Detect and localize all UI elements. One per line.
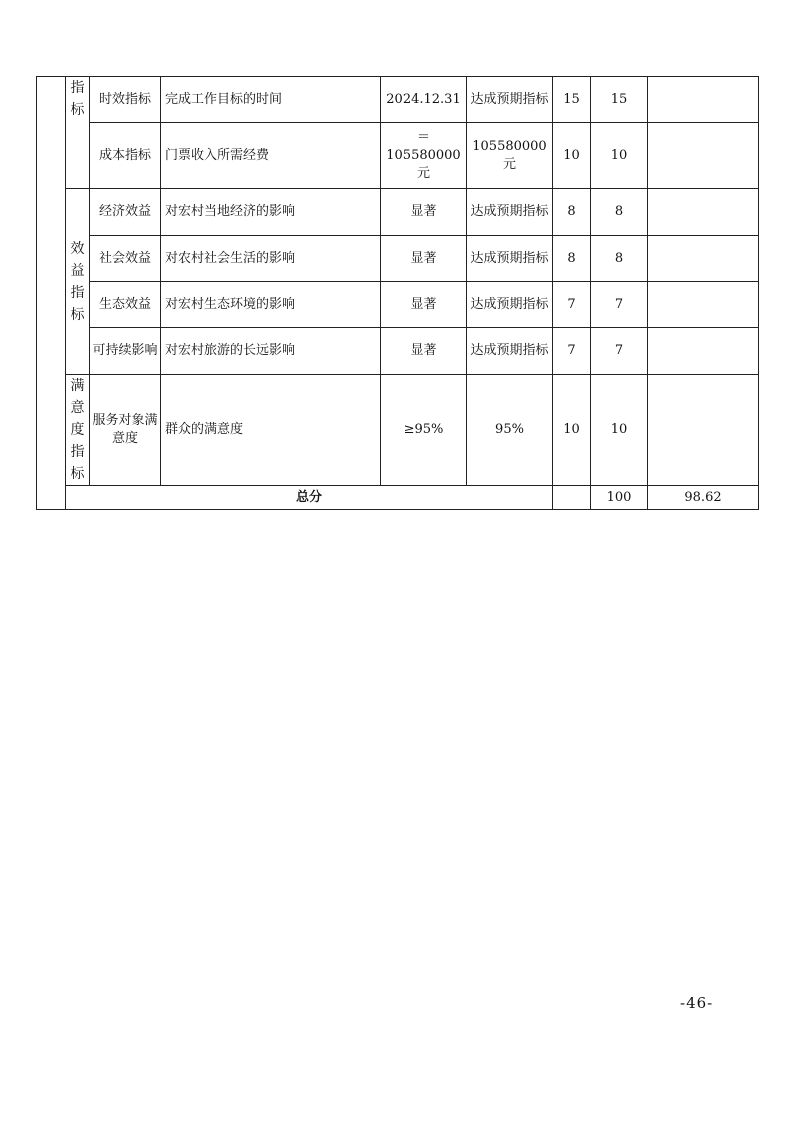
- indicator-cell: 对宏村当地经济的影响: [161, 189, 381, 236]
- level1-cell: [37, 77, 66, 510]
- total-score: 98.62: [648, 486, 759, 510]
- group-benefit-label: 效益指标: [70, 240, 85, 323]
- actual-cell: 达成预期指标: [467, 77, 553, 123]
- indicator-cell: 群众的满意度: [161, 375, 381, 486]
- target-cell: 2024.12.31: [381, 77, 467, 123]
- score-cell: 7: [591, 282, 648, 328]
- sub-indicator-cell: 时效指标: [90, 77, 161, 123]
- note-cell: [648, 375, 759, 486]
- target-cell: ＝105580000元: [381, 123, 467, 189]
- sub-indicator-cell: 可持续影响: [90, 328, 161, 375]
- target-cell: 显著: [381, 282, 467, 328]
- score-cell: 8: [591, 236, 648, 282]
- actual-cell: 95%: [467, 375, 553, 486]
- note-cell: [648, 328, 759, 375]
- actual-cell: 达成预期指标: [467, 282, 553, 328]
- target-cell: 显著: [381, 328, 467, 375]
- target-cell: ≥95%: [381, 375, 467, 486]
- indicator-cell: 对宏村旅游的长远影响: [161, 328, 381, 375]
- group-satisfaction-label: 满意度指标: [70, 378, 85, 482]
- total-weight: 100: [591, 486, 648, 510]
- indicator-cell: 对宏村生态环境的影响: [161, 282, 381, 328]
- table-row: [37, 375, 759, 486]
- sub-indicator-cell: 成本指标: [90, 123, 161, 189]
- sub-indicator-cell: 生态效益: [90, 282, 161, 328]
- score-cell: 15: [591, 77, 648, 123]
- score-cell: 10: [591, 375, 648, 486]
- weight-cell: 10: [553, 375, 591, 486]
- actual-cell: 105580000元: [467, 123, 553, 189]
- weight-cell: 8: [553, 189, 591, 236]
- score-cell: 10: [591, 123, 648, 189]
- actual-cell: 达成预期指标: [467, 328, 553, 375]
- table-row: [37, 236, 759, 282]
- weight-cell: 8: [553, 236, 591, 282]
- table-row: [37, 282, 759, 328]
- note-cell: [648, 236, 759, 282]
- score-cell: 8: [591, 189, 648, 236]
- note-cell: [648, 282, 759, 328]
- group-benefit-cell: [66, 189, 90, 375]
- target-cell: 显著: [381, 236, 467, 282]
- weight-cell: 15: [553, 77, 591, 123]
- performance-table: [36, 76, 759, 510]
- group-satisfaction-cell: [66, 375, 90, 486]
- sub-indicator-cell: 服务对象满意度: [90, 375, 161, 486]
- table-row: [37, 77, 759, 123]
- score-cell: 7: [591, 328, 648, 375]
- sub-indicator-cell: 经济效益: [90, 189, 161, 236]
- weight-cell: 10: [553, 123, 591, 189]
- group-output-label: 指标: [70, 80, 85, 118]
- note-cell: [648, 123, 759, 189]
- total-row: [37, 486, 759, 510]
- indicator-cell: 对农村社会生活的影响: [161, 236, 381, 282]
- indicator-cell: 完成工作目标的时间: [161, 77, 381, 123]
- actual-cell: 达成预期指标: [467, 189, 553, 236]
- actual-cell: 达成预期指标: [467, 236, 553, 282]
- table-row: [37, 328, 759, 375]
- weight-cell: 7: [553, 282, 591, 328]
- sub-indicator-cell: 社会效益: [90, 236, 161, 282]
- group-output-cell: [66, 77, 90, 189]
- page-number: -46-: [680, 994, 714, 1012]
- table-row: [37, 189, 759, 236]
- total-target-cell: [553, 486, 591, 510]
- total-label: 总分: [66, 486, 553, 510]
- note-cell: [648, 77, 759, 123]
- target-cell: 显著: [381, 189, 467, 236]
- indicator-cell: 门票收入所需经费: [161, 123, 381, 189]
- weight-cell: 7: [553, 328, 591, 375]
- note-cell: [648, 189, 759, 236]
- table-row: [37, 123, 759, 189]
